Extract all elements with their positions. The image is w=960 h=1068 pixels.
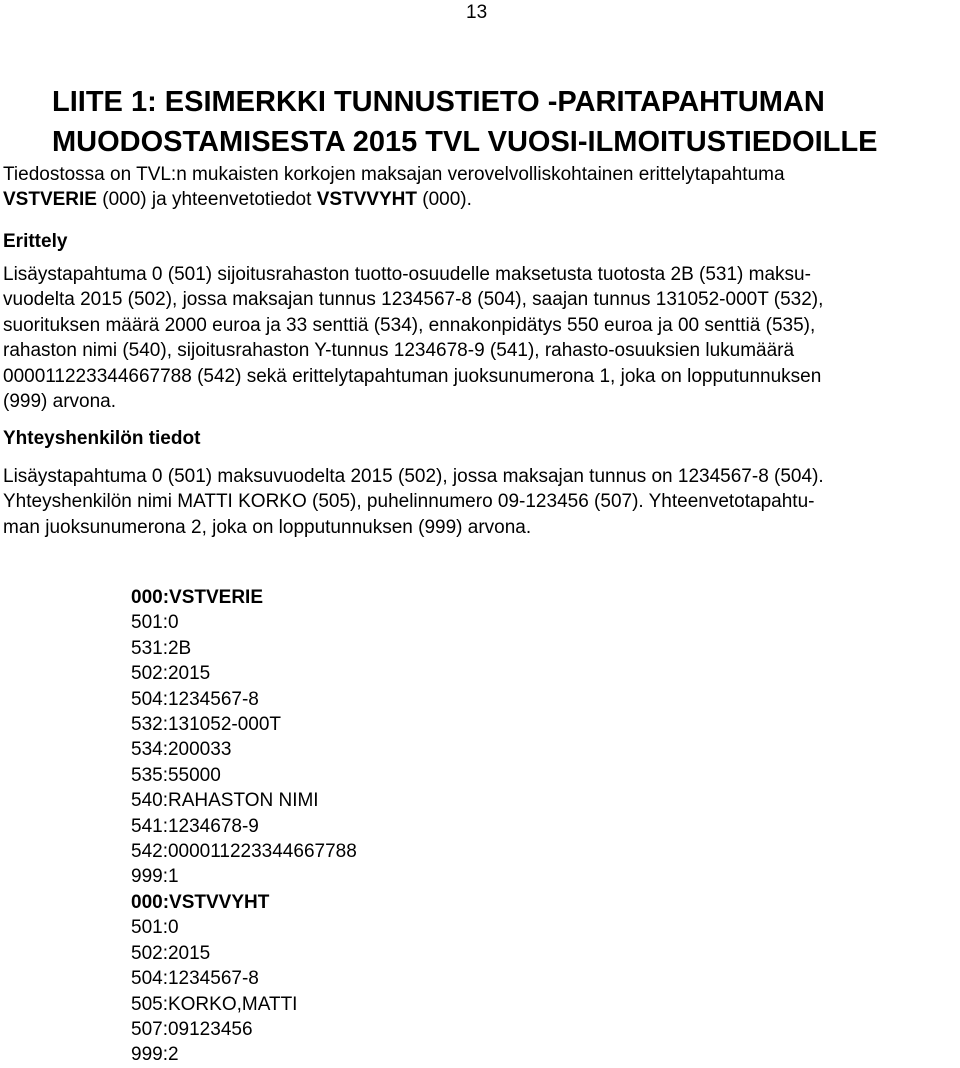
record-line: 505:KORKO,MATTI [131,993,298,1015]
record-line: 542:000011223344667788 [131,841,357,863]
record-line: 541:1234678-9 [131,815,259,837]
record-line: 999:1 [131,866,179,888]
intro-mid-text: (000) ja yhteenvetotiedot [96,189,317,211]
erittely-line: suorituksen määrä 2000 euroa ja 33 senttiä (534), ennakonpidätys 550 euroa ja 00 senttiä (535), [3,314,816,336]
record-line: 501:0 [131,917,179,939]
record-line: 535:55000 [131,764,221,786]
erittely-line: vuodelta 2015 (502), jossa maksajan tunnus 1234567-8 (504), saajan tunnus 131052-000T (532), [3,289,824,311]
section-heading-erittely: Erittely [3,231,68,252]
record-line: 540:RAHASTON NIMI [131,790,319,812]
intro-end-text: (000). [417,189,472,211]
record-line: 501:0 [131,612,179,634]
erittely-line: rahaston nimi (540), sijoitusrahaston Y-tunnus 1234678-9 (541), rahasto-osuuksien lukumäärä [3,340,795,362]
contact-paragraph [3,464,955,540]
erittely-paragraph [3,262,955,414]
record-line: 502:2015 [131,942,211,964]
intro-line-1: Tiedostossa on TVL:n mukaisten korkojen maksajan verovelvolliskohtainen erittelytapahtuma [3,164,785,185]
record-line: 534:200033 [131,739,232,761]
contact-line: Yhteyshenkilön nimi MATTI KORKO (505), puhelinnumero 09-123456 (507). Yhteenvetotapahtu- [3,491,815,513]
erittely-line: 000011223344667788 (542) sekä erittelytapahtuman juoksunumerona 1, joka on lopputunnuksen [3,365,822,387]
page-title [52,82,878,162]
page-number: 13 [466,2,488,23]
record-type-vstverie: VSTVERIE [3,189,97,211]
title-line-1: LIITE 1: ESIMERKKI TUNNUSTIETO -PARITAPAHTUMAN [52,86,825,118]
record-line: 502:2015 [131,663,211,685]
record-type-vstvvyht: VSTVVYHT [316,189,417,211]
record-header: 000:VSTVVYHT [131,891,270,913]
erittely-line: (999) arvona. [3,391,117,413]
intro-paragraph [3,162,955,213]
record-line: 507:09123456 [131,1018,253,1040]
record-line: 504:1234567-8 [131,968,259,990]
title-line-2: MUODOSTAMISESTA 2015 TVL VUOSI-ILMOITUSTIEDOILLE [52,126,878,158]
contact-line: man juoksunumerona 2, joka on lopputunnuksen (999) arvona. [3,516,532,538]
record-line: 532:131052-000T [131,714,282,736]
intro-line-2 [3,187,955,212]
erittely-line: Lisäystapahtuma 0 (501) sijoitusrahaston tuotto-osuudelle maksetusta tuotosta 2B (531) maksu- [3,264,811,285]
contact-line: Lisäystapahtuma 0 (501) maksuvuodelta 2015 (502), jossa maksajan tunnus on 1234567-8 (504). [3,466,824,487]
section-heading-contact: Yhteyshenkilön tiedot [3,428,201,449]
record-line: 504:1234567-8 [131,688,259,710]
record-header: 000:VSTVERIE [131,587,263,608]
record-listing [131,585,357,1068]
record-line: 999:2 [131,1044,179,1066]
record-line: 531:2B [131,637,192,659]
